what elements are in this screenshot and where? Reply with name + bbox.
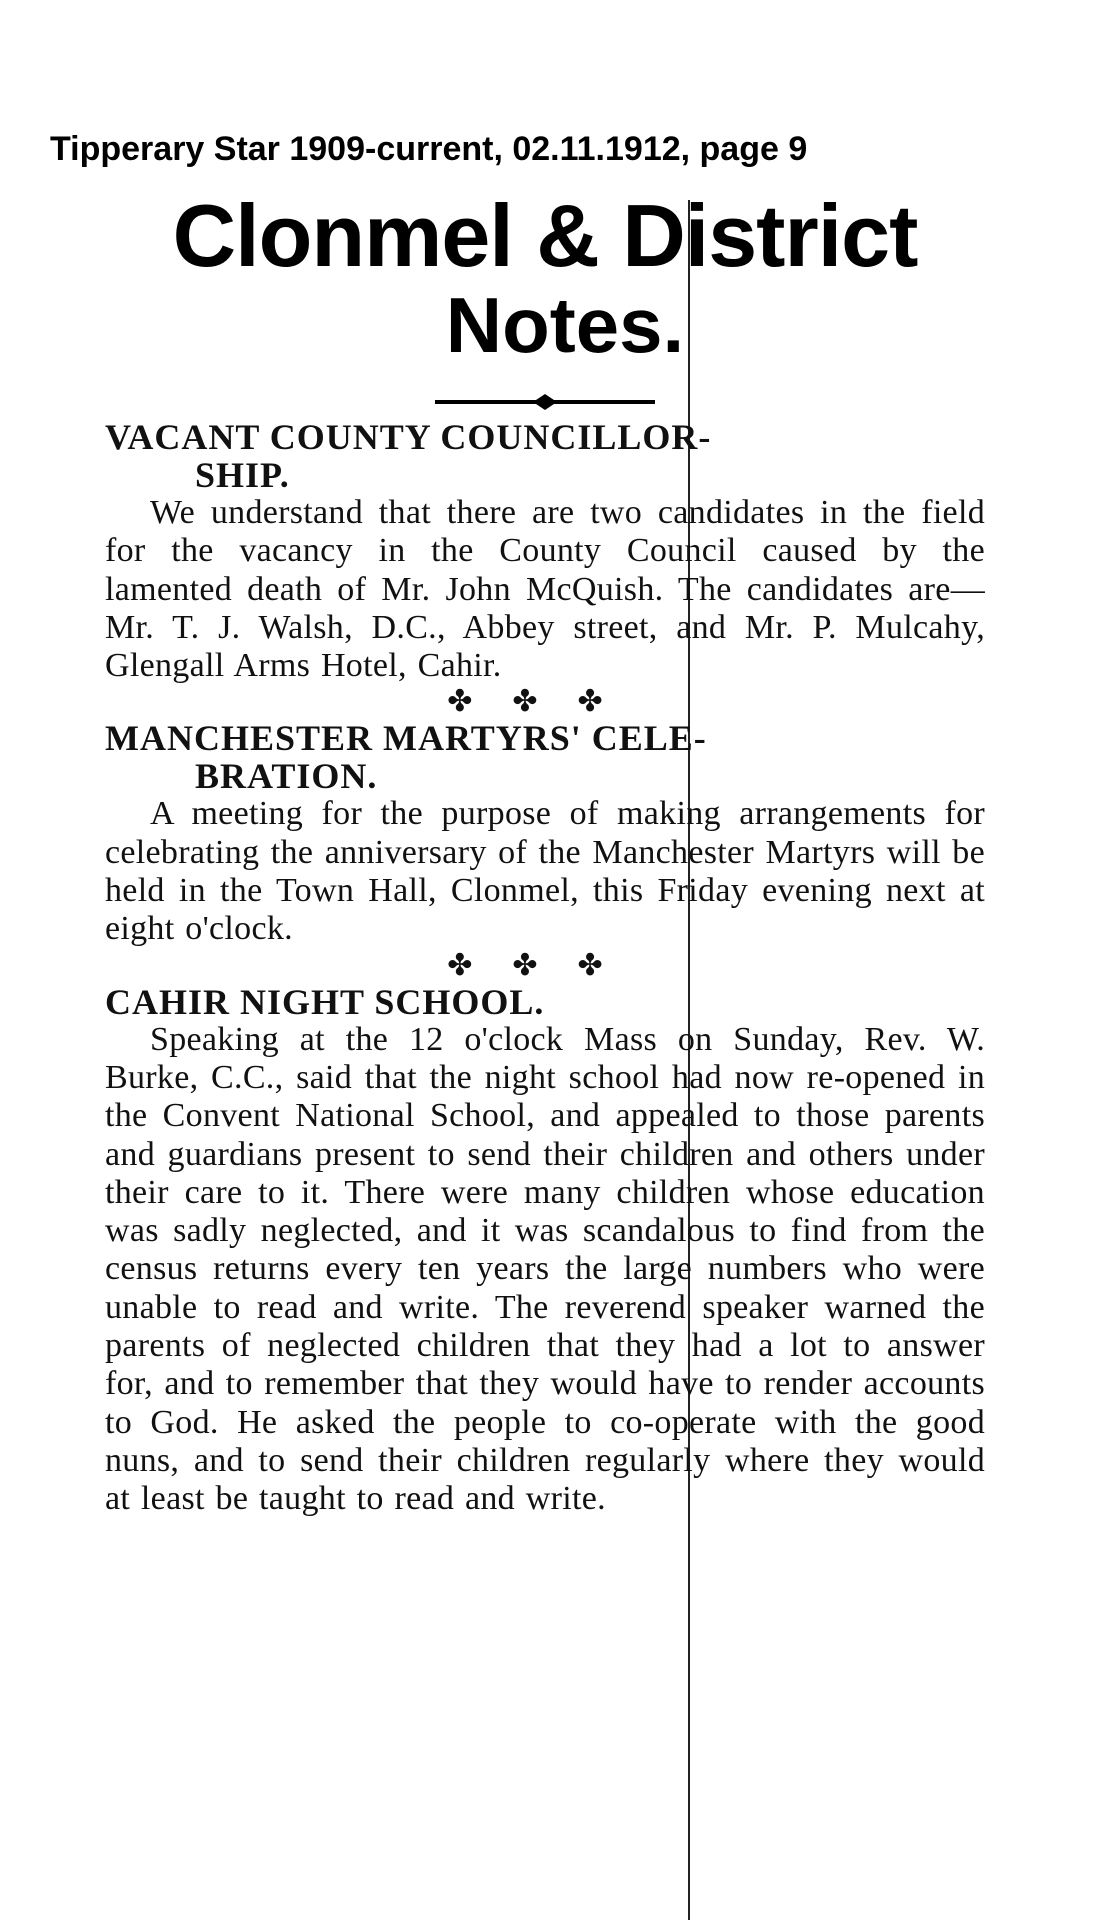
section-heading-line-1: CAHIR NIGHT SCHOOL. [105, 981, 545, 1022]
section-heading-line-1: VACANT COUNTY COUNCILLOR- [105, 417, 712, 457]
section-paragraph: We understand that there are two candidates in the field for the vacancy in the County Council caused by the lamented death of Mr. John McQuish. The candidates are—Mr. T. J. Walsh, D.C., Abbey street, and Mr. P. Mulcahy, Glengall Arms Hotel, Cahir. [105, 494, 985, 685]
section-paragraph: Speaking at the 12 o'clock Mass on Sunday, Rev. W. Burke, C.C., said that the night school had now re-opened in the Convent National School, and appealed to those parents and guardians present to send their children and others under their care to it. There were many children whose education was sadly neglected, and it was scandalous to find from the census returns every ten years the large numbers who were unable to read and write. The reverend speaker warned the parents of neglected children that they had a lot to answer for, and to remember that they would have to render accounts to God. He asked the people to co-operate with the good nuns, and to send their children regularly where they would at least be taught to read and write. [105, 1020, 985, 1518]
section-heading-line-2: SHIP. [195, 455, 290, 495]
article-clipping [105, 186, 985, 1920]
ornament-rule-icon [435, 392, 655, 412]
headline [105, 186, 985, 369]
section-heading [105, 719, 985, 795]
section-heading [105, 983, 985, 1021]
section-cahir-night-school [105, 983, 985, 1519]
section-heading-line-1: MANCHESTER MARTYRS' CELE- [105, 718, 707, 759]
section-heading [105, 418, 985, 494]
section-divider: ✤✤✤ [447, 948, 643, 982]
headline-line-2: Notes. [445, 281, 685, 369]
section-manchester-martyrs [105, 719, 985, 948]
source-caption: Tipperary Star 1909-current, 02.11.1912, page 9 [50, 130, 808, 168]
section-heading-line-2: BRATION. [195, 756, 378, 797]
section-vacant-councillorship [105, 418, 985, 685]
headline-line-1: Clonmel & District [172, 186, 918, 285]
section-divider: ✤✤✤ [447, 685, 643, 719]
section-paragraph: A meeting for the purpose of making arrangements for celebrating the anniversary of the Manchester Martyrs will be held in the Town Hall, Clonmel, this Friday evening next at eight o'clock. [105, 795, 985, 948]
article-body [105, 418, 985, 1519]
